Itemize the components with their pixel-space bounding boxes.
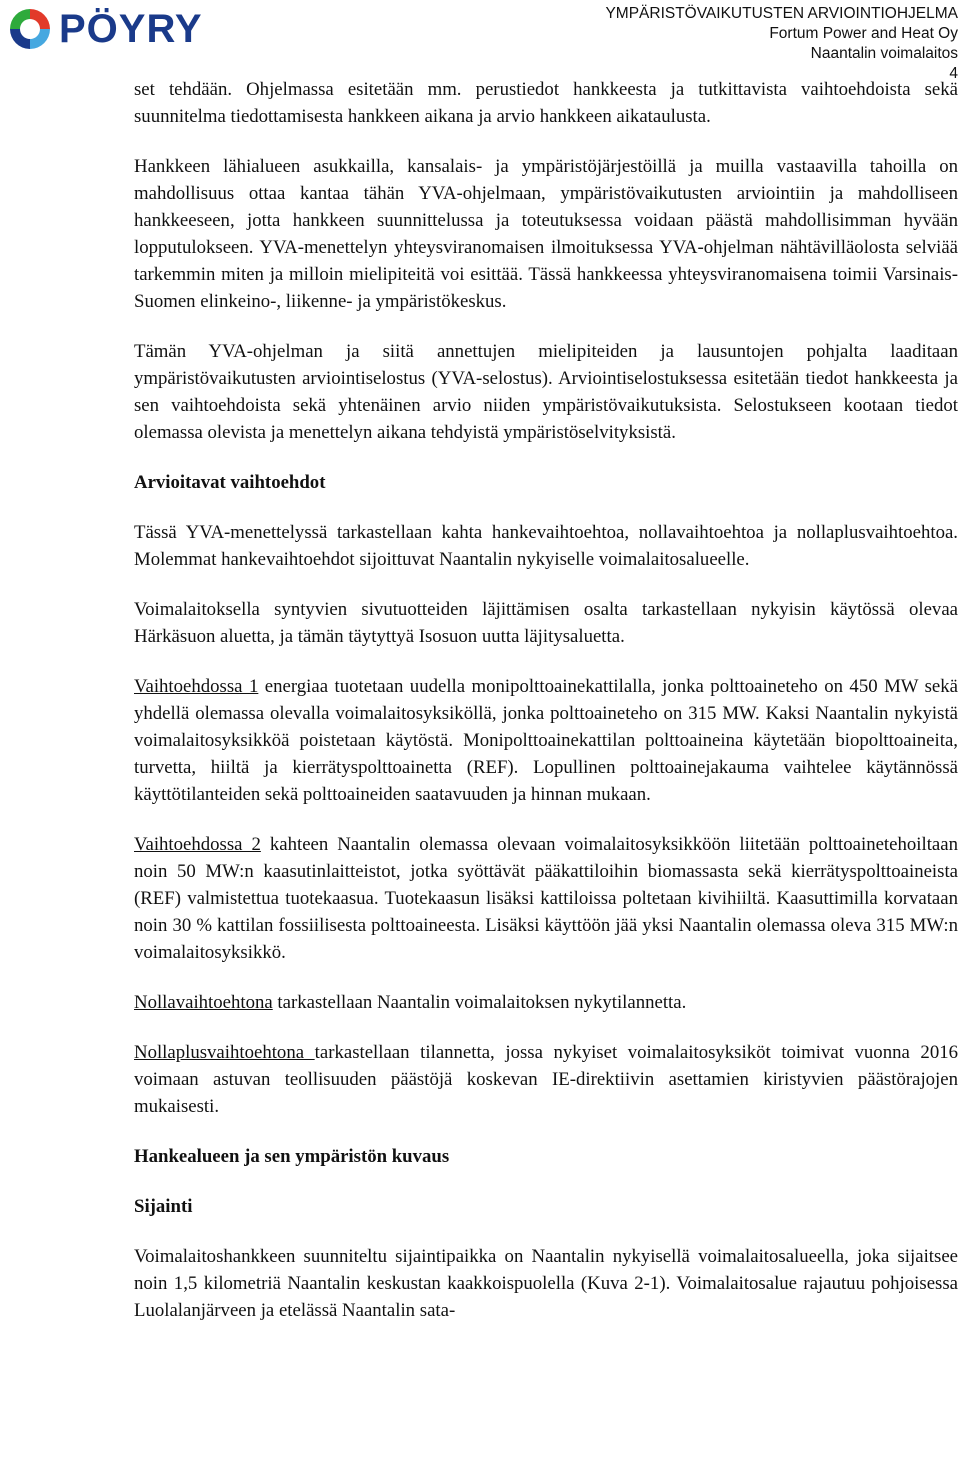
alternative-1-text: energiaa tuotetaan uudella monipolttoainekattilalla, jonka polttoaineteho on 450 MW sekä yhdellä olemassa olevalla voimalaitosyksiköllä, jonka polttoaineteho on 315 MW. Kaksi Naantalin nykyistä voimalaitosyksikköä poistetaan käytöstä. Monipolttoainekattilan polttoaineina käytetään biopolttoaineita, turvetta, hiiltä ja kierrätyspolttoainetta (REF). Lopullinen polttoainejakauma vaihtelee käytännössä käyttötilanteiden sekä polttoaineiden saatavuuden ja hinnan mukaan.: [134, 676, 958, 805]
logo-text: PÖYRY: [59, 7, 203, 51]
header-client: Fortum Power and Heat Oy: [769, 25, 958, 42]
header-document-title: YMPÄRISTÖVAIKUTUSTEN ARVIOINTIOHJELMA: [605, 5, 958, 22]
paragraph-alternative-2: [134, 831, 958, 966]
document-body: [134, 76, 958, 1324]
zero-plus-alternative-text: tarkastellaan tilannetta, jossa nykyiset voimalaitosyksiköt toimivat vuonna 2016 voimaan astuvan teollisuuden päästöjä koskevan IE-direktiivin asettamien kiristyvien päästörajojen mukaisesti.: [134, 1042, 958, 1117]
paragraph-intro: set tehdään. Ohjelmassa esitetään mm. perustiedot hankkeesta ja tutkittavista vaihtoehdoista sekä suunnitelma tiedottamisesta hankkeen aikana ja arvio hankkeen aikataulusta.: [134, 79, 958, 127]
paragraph-location: Voimalaitoshankkeen suunniteltu sijaintipaikka on Naantalin nykyisellä voimalaitosalueella, joka sijaitsee noin 1,5 kilometriä Naantalin keskustan kaakkoispuolella (Kuva 2-1). Voimalaitosalue rajautuu pohjoisessa Luolalanjärveen ja etelässä Naantalin sata-: [134, 1246, 958, 1321]
poyry-logo-icon: [6, 5, 54, 53]
paragraph-assessment-report: Tämän YVA-ohjelman ja siitä annettujen mielipiteiden ja lausuntojen pohjalta laaditaan ympäristövaikutusten arviointiselostus (YVA-selostus). Arviointiselostuksessa esitetään tiedot hankkeesta ja sen vaihtoehdoista sekä yhtenäinen arvio niiden ympäristövaikutuksista. Selostukseen kootaan tiedot olemassa olevista ja menettelyn aikana tehdyistä ympäristöselvityksistä.: [134, 341, 958, 443]
zero-alternative-text: tarkastellaan Naantalin voimalaitoksen nykytilannetta.: [272, 992, 687, 1013]
paragraph-alternative-1: [134, 673, 958, 808]
heading-alternatives: Arvioitavat vaihtoehdot: [134, 472, 326, 493]
paragraph-participation: Hankkeen lähialueen asukkailla, kansalais- ja ympäristöjärjestöillä ja muilla vastaavilla tahoilla on mahdollisuus ottaa kantaa tähän YVA-ohjelmaan, ympäristövaikutusten arviointiin ja mahdolliseen hankkeeseen, jotta hankkeen suunnittelussa ja toteutuksessa voidaan päästä mahdollisimman hyvään lopputulokseen. YVA-menettelyn yhteysviranomaisen ilmoituksessa YVA-ohjelman nähtävilläolosta selviää tarkemmin miten ja milloin mielipiteitä voi esittää. Tässä hankkeessa yhteysviranomaisena toimii Varsinais-Suomen elinkeino-, liikenne- ja ympäristökeskus.: [134, 156, 958, 312]
paragraph-byproducts: Voimalaitoksella syntyvien sivutuotteiden läjittämisen osalta tarkastellaan nykyisin käytössä olevaa Härkäsuon aluetta, ja tämän täytyttyä Isosuon uutta läjitysaluetta.: [134, 599, 958, 647]
poyry-logo: [6, 5, 268, 53]
zero-plus-alternative-label: Nollaplusvaihtoehtona: [134, 1042, 315, 1063]
heading-project-area: Hankealueen ja sen ympäristön kuvaus: [134, 1146, 450, 1167]
alternative-2-text: kahteen Naantalin olemassa olevaan voimalaitosyksikköön liitetään polttoainetehoiltaan noin 50 MW:n kaasutinlaitteistot, jotka syöttävät pääkattiloihin biomassasta sekä kierrätyspolttoaineista (REF) valmistettua tuotekaasua. Tuotekaasun lisäksi kattiloissa poltetaan kivihiiltä. Kaasuttimilla korvataan noin 30 % kattilan fossiilisesta polttoaineesta. Lisäksi käyttöön jää yksi Naantalin olemassa oleva 315 MW:n voimalaitosyksikkö.: [134, 834, 958, 963]
paragraph-alternatives-overview: Tässä YVA-menettelyssä tarkastellaan kahta hankevaihtoehtoa, nollavaihtoehtoa ja nollaplusvaihtoehtoa. Molemmat hankevaihtoehdot sijoittuvat Naantalin nykyiselle voimalaitosalueelle.: [134, 522, 958, 570]
heading-location: Sijainti: [134, 1196, 193, 1217]
header-project: Naantalin voimalaitos: [810, 45, 958, 62]
alternative-2-label: Vaihtoehdossa 2: [134, 834, 261, 855]
paragraph-zero-alternative: [134, 989, 958, 1016]
document-header: [605, 4, 958, 84]
paragraph-zero-plus-alternative: [134, 1039, 958, 1120]
page-number: 4: [949, 65, 958, 82]
alternative-1-label: Vaihtoehdossa 1: [134, 676, 259, 697]
zero-alternative-label: Nollavaihtoehtona: [134, 992, 273, 1013]
